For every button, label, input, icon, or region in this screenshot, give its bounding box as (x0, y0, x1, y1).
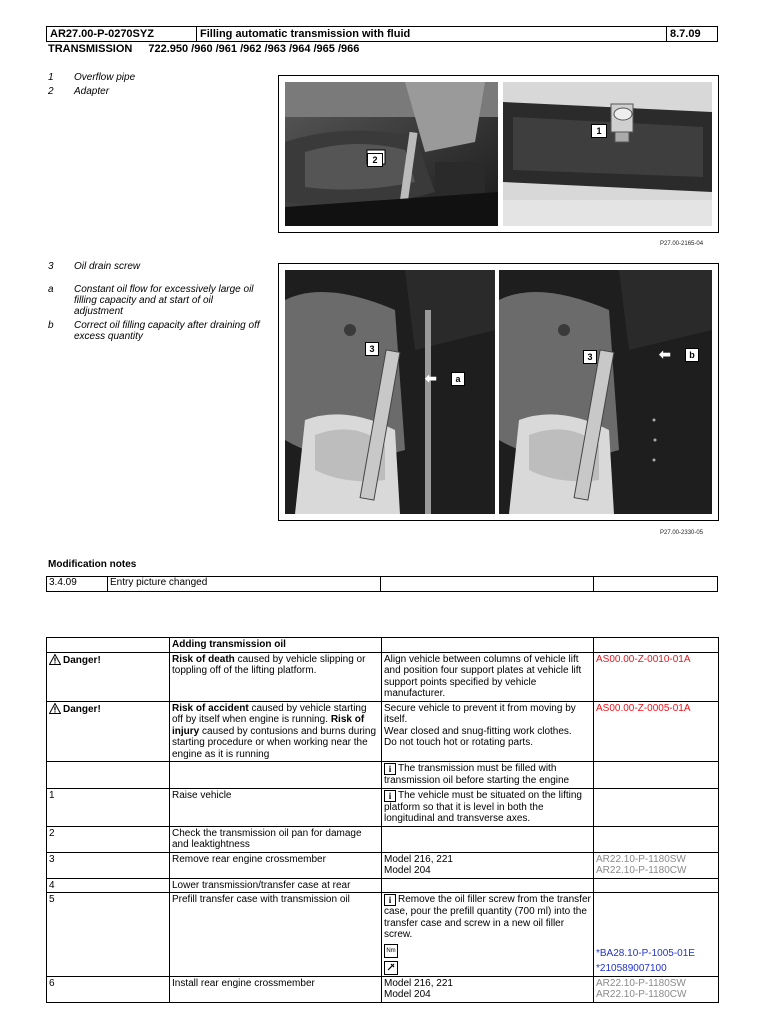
step-text: Lower transmission/transfer case at rear (170, 878, 382, 893)
mod-date: 3.4.09 (47, 577, 108, 592)
info-icon: i (384, 790, 396, 802)
ref-link[interactable]: AR22.10-P-1180SW (596, 853, 686, 865)
arrow-left-icon: ⬅ (659, 346, 671, 362)
figure1-photo-left (285, 82, 498, 226)
table-row (47, 577, 718, 592)
note-cell: i Remove the oil filler screw from the transfer case, pour the prefill quantity (700 ml) into the transfer case and screw in a new oil filler screw. Nm (382, 893, 594, 977)
figure2-legend (48, 261, 263, 345)
group-label: TRANSMISSION (48, 43, 133, 55)
ref-cell (594, 893, 719, 977)
callout-3: 3 (365, 342, 379, 356)
transmission-line (48, 43, 359, 55)
callout-a: a (451, 372, 465, 386)
figure2-photo-left (285, 270, 495, 514)
legend-item: 2 Adapter (48, 86, 110, 97)
figure1-legend (48, 72, 135, 100)
table-row (47, 762, 719, 789)
danger1-action: Align vehicle between columns of vehicle lift and position four support plates at vehicle lift support points specified by vehicle manufacturer. (382, 652, 594, 701)
table-row (47, 701, 719, 762)
document-id: AR27.00-P-0270SYZ (47, 27, 197, 42)
step-text: Raise vehicle (170, 788, 382, 826)
ref-link[interactable]: AR22.10-P-1180CW (596, 989, 687, 1000)
step-number: 3 (47, 852, 170, 878)
ref-link[interactable]: *BA28.10-P-1005-01E (596, 947, 695, 959)
legend-item: a Constant oil flow for excessively large oil filling capacity and at start of oil adjustment (48, 284, 254, 317)
legend-item: b Correct oil filling capacity after draining off excess quantity (48, 320, 260, 342)
mod-text: Entry picture changed (108, 577, 381, 592)
callout-2: 2 (367, 153, 383, 167)
step-number: 5 (47, 893, 170, 977)
info-icon: i (384, 763, 396, 775)
step-text: Check the transmission oil pan for damage and leaktightness (170, 826, 382, 852)
legend-item: 1 Overflow pipe (48, 72, 136, 83)
model-list: 722.950 /960 /961 /962 /963 /964 /965 /966 (148, 43, 360, 55)
ref-cell (594, 852, 719, 878)
ref-link[interactable]: AR22.10-P-1180CW (596, 865, 687, 876)
figure2-caption: P27.00-2330-05 (660, 530, 704, 536)
table-row (47, 826, 719, 852)
callout-1: 1 (591, 124, 607, 138)
modification-notes-title: Modification notes (48, 559, 137, 570)
danger1-ref-link[interactable]: AS00.00-Z-0010-01A (594, 652, 719, 701)
figure1 (278, 75, 719, 233)
ref-link[interactable]: *210589007100 (596, 963, 667, 974)
danger1-text: Risk of death caused by vehicle slipping or toppling off of the lifting platform. (170, 652, 382, 701)
callout-b: b (685, 348, 699, 362)
step-text: Install rear engine crossmember (170, 976, 382, 1002)
warning-icon (49, 703, 61, 718)
danger2-ref-link[interactable]: AS00.00-Z-0005-01A (594, 701, 719, 762)
step-number: 4 (47, 878, 170, 893)
document-header (46, 26, 718, 42)
danger-cell: Danger! (47, 701, 170, 762)
table-row (47, 638, 719, 653)
step-number: 6 (47, 976, 170, 1002)
torque-icon[interactable]: Nm (384, 944, 398, 958)
figure2-photo-right (499, 270, 712, 514)
step-number: 2 (47, 826, 170, 852)
note-cell: i The vehicle must be situated on the lifting platform so that it is level in both the longitudinal and transverse axes. (382, 788, 594, 826)
table-row (47, 652, 719, 701)
ref-cell (594, 976, 719, 1002)
model-cell: Model 216, 221 Model 204 (382, 852, 594, 878)
warning-icon (49, 654, 61, 669)
step-number: 1 (47, 788, 170, 826)
figure1-caption: P27.00-2165-04 (660, 241, 704, 247)
table-row (47, 788, 719, 826)
modification-notes-table (46, 576, 718, 592)
ref-link[interactable]: AR22.10-P-1180SW (596, 977, 686, 989)
tool-icon[interactable] (384, 961, 398, 975)
document-version: 8.7.09 (667, 27, 718, 42)
figure2 (278, 263, 719, 521)
info-icon: i (384, 894, 396, 906)
procedure-table (46, 637, 719, 1003)
model-cell: Model 216, 221 Model 204 (382, 976, 594, 1002)
document-title: Filling automatic transmission with fluid (197, 27, 667, 42)
danger2-text: Risk of accident caused by vehicle starting off by itself when engine is running. Risk of injury caused by contusions and burns during starting procedure or when working near the engine as it is running (170, 701, 382, 762)
table-row (47, 852, 719, 878)
danger2-action: Secure vehicle to prevent it from moving by itself. Wear closed and snug-fitting work clothes. Do not touch hot or rotating parts. (382, 701, 594, 762)
step-text: Remove rear engine crossmember (170, 852, 382, 878)
note-cell: i The transmission must be filled with transmission oil before starting the engine (382, 762, 594, 789)
callout-3: 3 (583, 350, 597, 364)
figure1-photo-right (503, 82, 712, 226)
table-row (47, 893, 719, 977)
legend-item: 3 Oil drain screw (48, 261, 141, 272)
table-row (47, 976, 719, 1002)
table-row (47, 878, 719, 893)
arrow-left-icon: ⬅ (425, 370, 437, 386)
danger-cell: Danger! (47, 652, 170, 701)
step-text: Prefill transfer case with transmission oil (170, 893, 382, 977)
procedure-heading: Adding transmission oil (170, 638, 382, 653)
